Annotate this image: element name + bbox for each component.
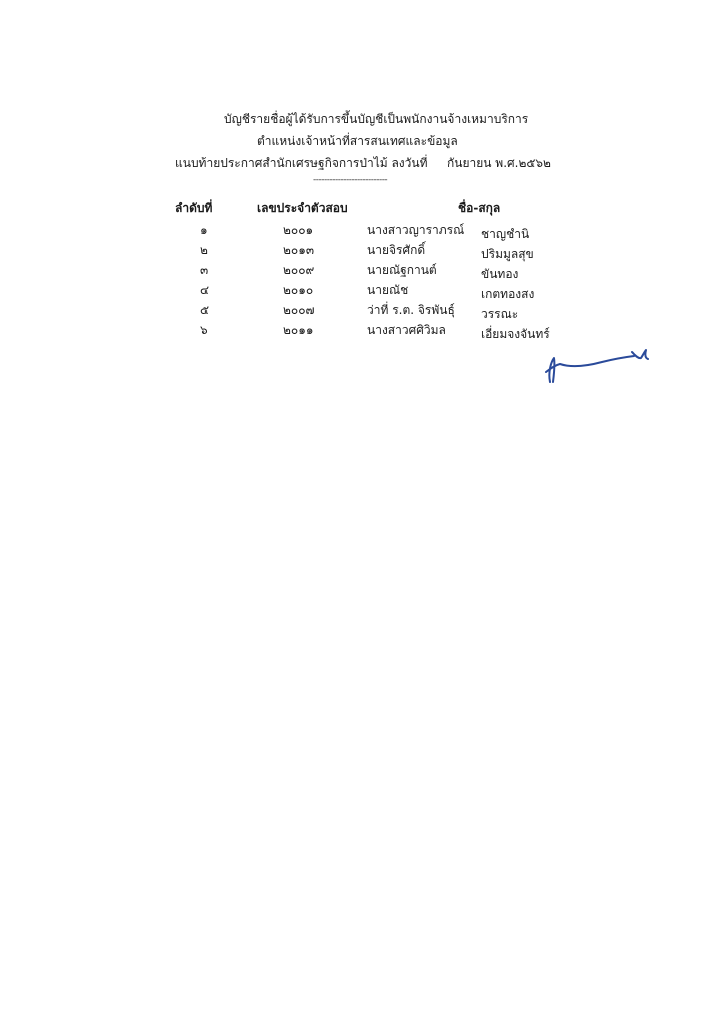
row-exam-id: ๒๐๑๑ (283, 323, 314, 337)
header-number: ลำดับที่ (175, 201, 213, 215)
row-first-name: ว่าที่ ร.ต. จิรพันธุ์ (367, 303, 455, 317)
row-first-name: นางสาวญาราภรณ์ (367, 223, 465, 237)
row-first-name: นายจิรศักดิ์ (367, 243, 426, 257)
row-exam-id: ๒๐๐๗ (283, 303, 315, 317)
row-exam-id: ๒๐๐๑ (283, 223, 314, 237)
row-number: ๔ (200, 283, 210, 297)
row-first-name: นายณัช (367, 283, 409, 297)
row-last-name: เอี่ยมจงจันทร์ (481, 327, 550, 341)
table-row (0, 222, 728, 242)
row-exam-id: ๒๐๑๓ (283, 243, 315, 257)
document-title-line-1: บัญชีรายชื่อผู้ได้รับการขึ้นบัญชีเป็นพนักงานจ้างเหมาบริการ (224, 112, 529, 126)
row-last-name: วรรณะ (481, 307, 519, 321)
row-last-name: ชาญชำนิ (481, 227, 530, 241)
title-divider: --------------------------- (313, 175, 388, 185)
row-first-name: นายณัฐกานต์ (367, 263, 437, 277)
table-row (0, 262, 728, 282)
announcement-date: กันยายน พ.ศ.๒๕๖๒ (447, 156, 551, 170)
table-row (0, 322, 728, 342)
header-name: ชื่อ-สกุล (458, 201, 501, 215)
header-exam-id: เลขประจำตัวสอบ (257, 201, 348, 215)
row-last-name: เกตทองสง (481, 287, 535, 301)
row-exam-id: ๒๐๑๐ (283, 283, 314, 297)
table-row (0, 242, 728, 262)
table-row (0, 302, 728, 322)
row-last-name: ขันทอง (481, 267, 519, 281)
handwritten-signature (542, 342, 652, 392)
row-exam-id: ๒๐๐๙ (283, 263, 315, 277)
row-number: ๑ (200, 223, 208, 237)
row-number: ๖ (200, 323, 208, 337)
row-number: ๒ (200, 243, 208, 257)
row-last-name: ปริมมูลสุข (481, 247, 534, 261)
row-number: ๕ (200, 303, 210, 317)
row-number: ๓ (200, 263, 209, 277)
document-title-line-3 (175, 155, 551, 171)
document-title-line-2: ตำแหน่งเจ้าหน้าที่สารสนเทศและข้อมูล (257, 134, 458, 148)
table-row (0, 282, 728, 302)
announcement-reference: แนบท้ายประกาศสำนักเศรษฐกิจการป่าไม้ ลงวันที่ (175, 156, 428, 170)
row-first-name: นางสาวศศิวิมล (367, 323, 446, 337)
